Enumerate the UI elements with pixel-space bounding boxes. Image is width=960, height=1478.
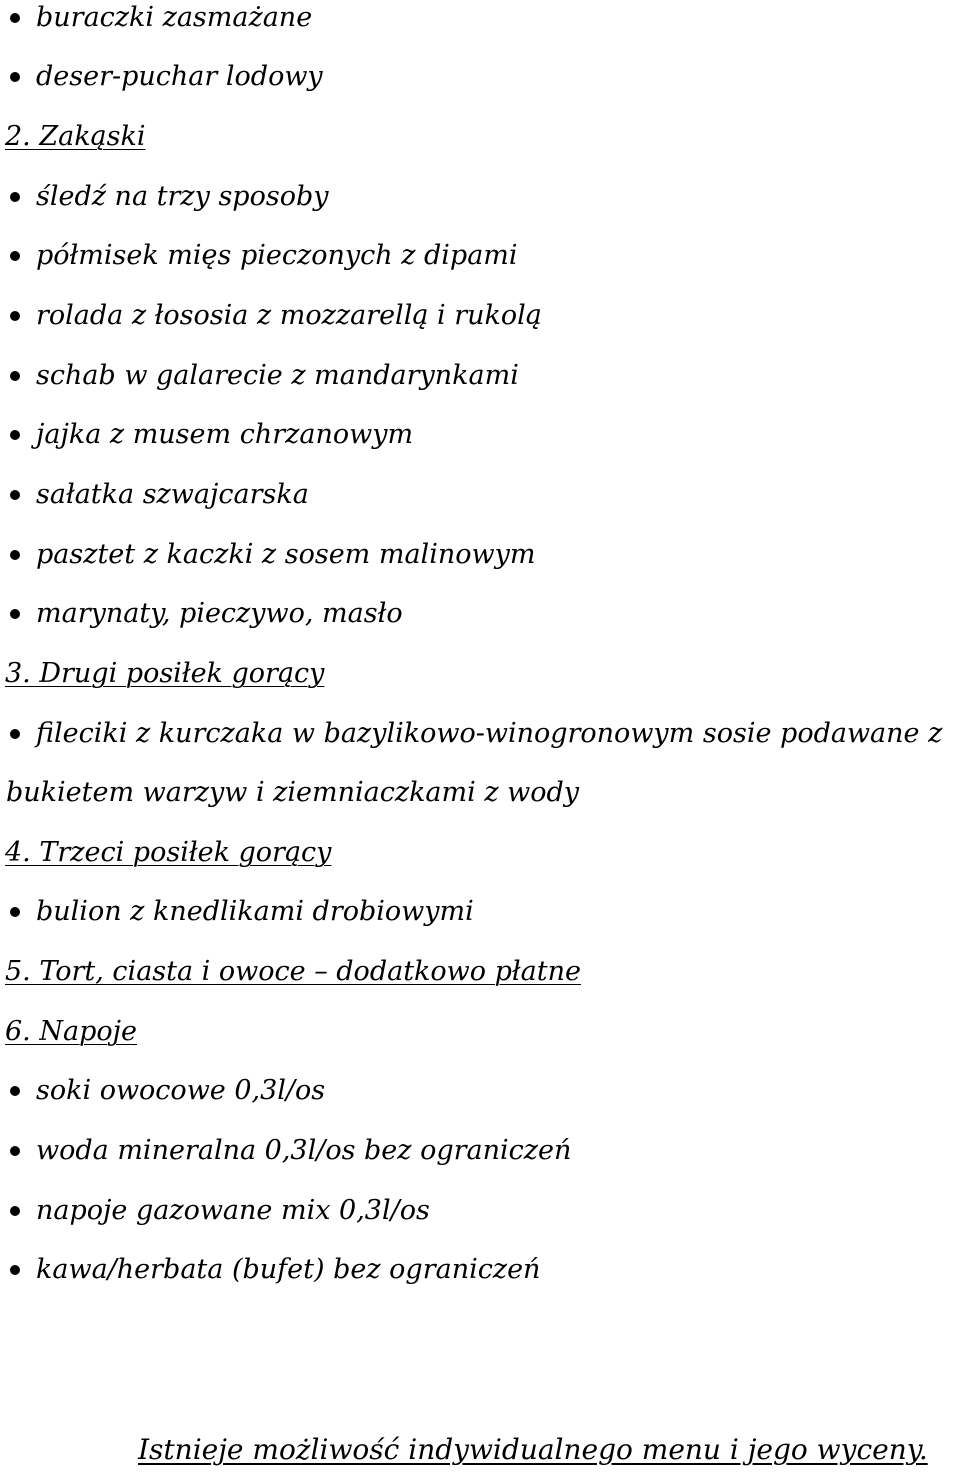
list-item: bulion z knedlikami drobiowymi: [0, 894, 960, 930]
list-item: napoje gazowane mix 0,3l/os: [0, 1193, 960, 1229]
bullet-icon: [10, 1265, 20, 1275]
list-item: schab w galarecie z mandarynkami: [0, 358, 960, 394]
section-heading-trzeci-posilek: 4. Trzeci posiłek gorący: [5, 837, 332, 868]
section-heading-drugi-posilek: 3. Drugi posiłek gorący: [5, 658, 325, 689]
list-item: kawa/herbata (bufet) bez ograniczeń: [0, 1252, 960, 1288]
bullet-icon: [10, 1086, 20, 1096]
list-item: buraczki zasmażane: [0, 0, 960, 36]
list-item: deser-puchar lodowy: [0, 59, 960, 95]
section-heading-tort: 5. Tort, ciasta i owoce – dodatkowo płatne: [5, 956, 581, 987]
list-item: śledź na trzy sposoby: [0, 179, 960, 215]
list-item: rolada z łososia z mozzarellą i rukolą: [0, 298, 960, 334]
bullet-icon: [10, 609, 20, 619]
list-item: woda mineralna 0,3l/os bez ograniczeń: [0, 1133, 960, 1169]
bullet-icon: [10, 72, 20, 82]
list-item: półmisek mięs pieczonych z dipami: [0, 238, 960, 274]
footer-note: Istnieje możliwość indywidualnego menu i jego wyceny.: [138, 1433, 928, 1466]
bullet-icon: [10, 371, 20, 381]
bullet-icon: [10, 430, 20, 440]
bullet-icon: [10, 1206, 20, 1216]
list-item: jajka z musem chrzanowym: [0, 417, 960, 453]
bullet-icon: [10, 729, 20, 739]
bullet-icon: [10, 550, 20, 560]
bullet-icon: [10, 907, 20, 917]
bullet-icon: [10, 490, 20, 500]
list-item: fileciki z kurczaka w bazylikowo-winogronowym sosie podawane z: [0, 716, 960, 752]
list-item: marynaty, pieczywo, masło: [0, 596, 960, 632]
bullet-icon: [10, 251, 20, 261]
list-item-continuation: bukietem warzyw i ziemniaczkami z wody: [6, 777, 580, 808]
list-item: soki owocowe 0,3l/os: [0, 1073, 960, 1109]
list-item: sałatka szwajcarska: [0, 477, 960, 513]
section-heading-zakaski: 2. Zakąski: [5, 121, 146, 152]
bullet-icon: [10, 311, 20, 321]
section-heading-napoje: 6. Napoje: [5, 1016, 137, 1047]
list-item: pasztet z kaczki z sosem malinowym: [0, 537, 960, 573]
bullet-icon: [10, 13, 20, 23]
bullet-icon: [10, 192, 20, 202]
bullet-icon: [10, 1146, 20, 1156]
